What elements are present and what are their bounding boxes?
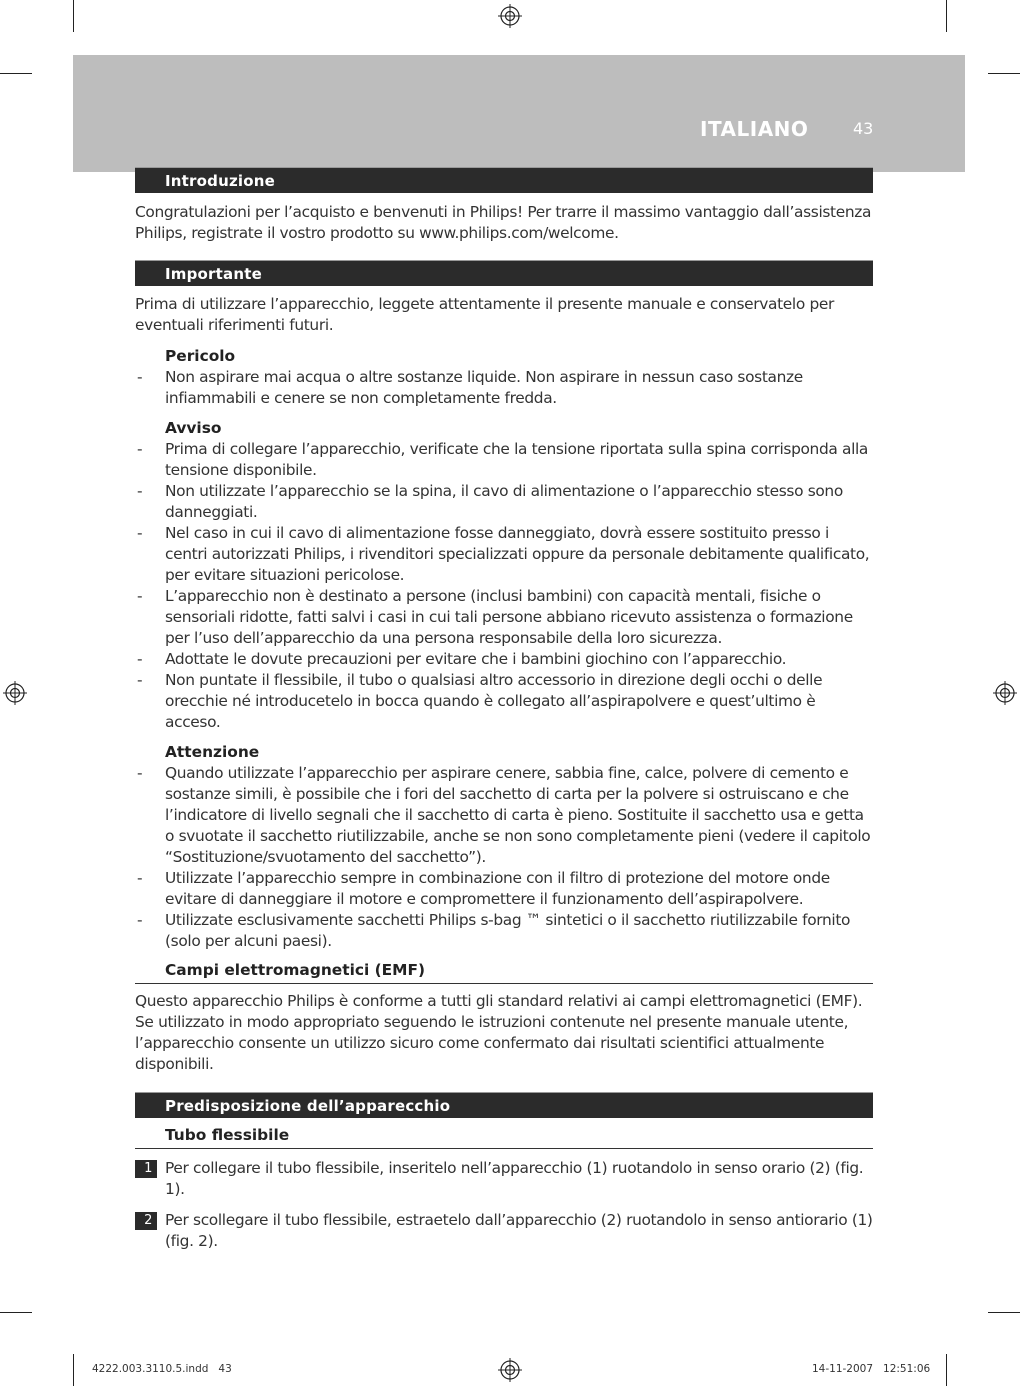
step-number-badge: 1 (135, 1160, 157, 1178)
footer-file-name: 4222.003.3110.5.indd 43 (92, 1363, 232, 1375)
pericolo-list (135, 367, 873, 409)
list-item: - Nel caso in cui il cavo di alimentazione fosse danneggiato, dovrà essere sostituito presso i centri autorizzati Philips, i rivenditori specializzati oppure da personale debitamente qualificato, per evitare situazioni pericolose. (137, 524, 870, 584)
subheading-pericolo: Pericolo (165, 347, 236, 365)
registration-mark-icon (498, 4, 522, 28)
main-content (135, 167, 873, 1252)
emf-text: Questo apparecchio Philips è conforme a tutti gli standard relativi ai campi elettromagnetici (EMF). Se utilizzato in modo appropriato seguendo le istruzioni contenute nel presente manuale utente, l’apparecchio consente un utilizzo sicuro come confermato dai risultati scientifici attualmente disponibili. (135, 992, 863, 1073)
crop-mark (73, 0, 74, 32)
dash-marker: - (137, 482, 143, 500)
list-item: - Non puntate il flessibile, il tubo o qualsiasi altro accessorio in direzione degli occhi o delle orecchie né introducetelo in bocca quando è collegato all’aspirapolvere e quest’ultimo è acceso. (137, 671, 823, 731)
list-item: - L’apparecchio non è destinato a persone (inclusi bambini) con capacità mentali, fisiche o sensoriali ridotte, fatti salvi i casi in cui tali persone abbiano ricevuto assistenza o formazione per l’uso dell’apparecchio da una persona responsabile della loro sicurezza. (137, 587, 853, 647)
dash-marker: - (137, 524, 143, 542)
crop-mark (0, 73, 32, 74)
dash-marker: - (137, 911, 143, 929)
page-number: 43 (853, 119, 874, 138)
crop-mark (988, 1312, 1020, 1313)
dash-marker: - (137, 650, 143, 668)
dash-marker: - (137, 764, 143, 782)
dash-marker: - (137, 869, 143, 887)
section-title-introduzione: Introduzione (135, 167, 873, 193)
subheading-emf: Campi elettromagnetici (EMF) (135, 960, 873, 984)
list-item: - Adottate le dovute precauzioni per evitare che i bambini giochino con l’apparecchio. (137, 650, 787, 668)
crop-mark (946, 1354, 947, 1386)
section-title-predisposizione: Predisposizione dell’apparecchio (135, 1092, 873, 1118)
step-text: Per collegare il tubo flessibile, inseritelo nell’apparecchio (1) ruotandolo in senso orario (2) (fig. 1). (165, 1159, 864, 1198)
list-item: - Non utilizzate l’apparecchio se la spina, il cavo di alimentazione o l’apparecchio stesso sono danneggiati. (137, 482, 843, 521)
subheading-attenzione: Attenzione (165, 743, 260, 761)
introduzione-text: Congratulazioni per l’acquisto e benvenuti in Philips! Per trarre il massimo vantaggio dall’assistenza Philips, registrate il vostro prodotto su www.philips.com/welcome. (135, 203, 872, 242)
footer-timestamp: 14-11-2007 12:51:06 (812, 1363, 931, 1375)
crop-mark (946, 0, 947, 32)
crop-mark (73, 1354, 74, 1386)
list-item: - Non aspirare mai acqua o altre sostanze liquide. Non aspirare in nessun caso sostanze infiammabili e cenere se non completamente fredda. (137, 368, 803, 407)
dash-marker: - (137, 671, 143, 689)
avviso-list (135, 439, 873, 733)
section-title-importante: Importante (135, 260, 873, 286)
subheading-avviso: Avviso (165, 419, 222, 437)
registration-mark-icon (498, 1358, 522, 1382)
list-item: - Prima di collegare l’apparecchio, verificate che la tensione riportata sulla spina corrisponda alla tensione disponibile. (137, 440, 869, 479)
header-band (73, 55, 965, 172)
list-item: - Utilizzate esclusivamente sacchetti Philips s-bag ™ sintetici o il sacchetto riutilizzabile fornito (solo per alcuni paesi). (137, 911, 851, 950)
list-item: - Quando utilizzate l’apparecchio per aspirare cenere, sabbia fine, calce, polvere di cemento e sostanze simili, è possibile che i fori del sacchetto di carta per la polvere si ostruiscano e che l’indicatore di livello segnali che il sacchetto di carta è pieno. Sostituite il sacchetto usa e getta o svuotate il sacchetto riutilizzabile, anche se non sono completamente pieni (vedere il capitolo “Sostituzione/svuotamento del sacchetto”). (137, 764, 871, 866)
registration-mark-icon (3, 681, 27, 705)
subheading-tubo-flessibile: Tubo flessibile (135, 1125, 873, 1149)
language-label: ITALIANO (700, 117, 809, 141)
dash-marker: - (137, 368, 143, 386)
importante-text: Prima di utilizzare l’apparecchio, leggete attentamente il presente manuale e conservatelo per eventuali riferimenti futuri. (135, 295, 834, 334)
crop-mark (0, 1312, 32, 1313)
step-number-badge: 2 (135, 1212, 157, 1230)
step-item (135, 1210, 873, 1252)
dash-marker: - (137, 587, 143, 605)
list-item: - Utilizzate l’apparecchio sempre in combinazione con il filtro di protezione del motore onde evitare di danneggiare il motore e compromettere il funzionamento dell’aspirapolvere. (137, 869, 830, 908)
step-item (135, 1158, 873, 1200)
attenzione-list (135, 763, 873, 952)
step-text: Per scollegare il tubo flessibile, estraetelo dall’apparecchio (2) ruotandolo in senso antiorario (1) (fig. 2). (165, 1211, 873, 1250)
registration-mark-icon (993, 681, 1017, 705)
dash-marker: - (137, 440, 143, 458)
crop-mark (988, 73, 1020, 74)
